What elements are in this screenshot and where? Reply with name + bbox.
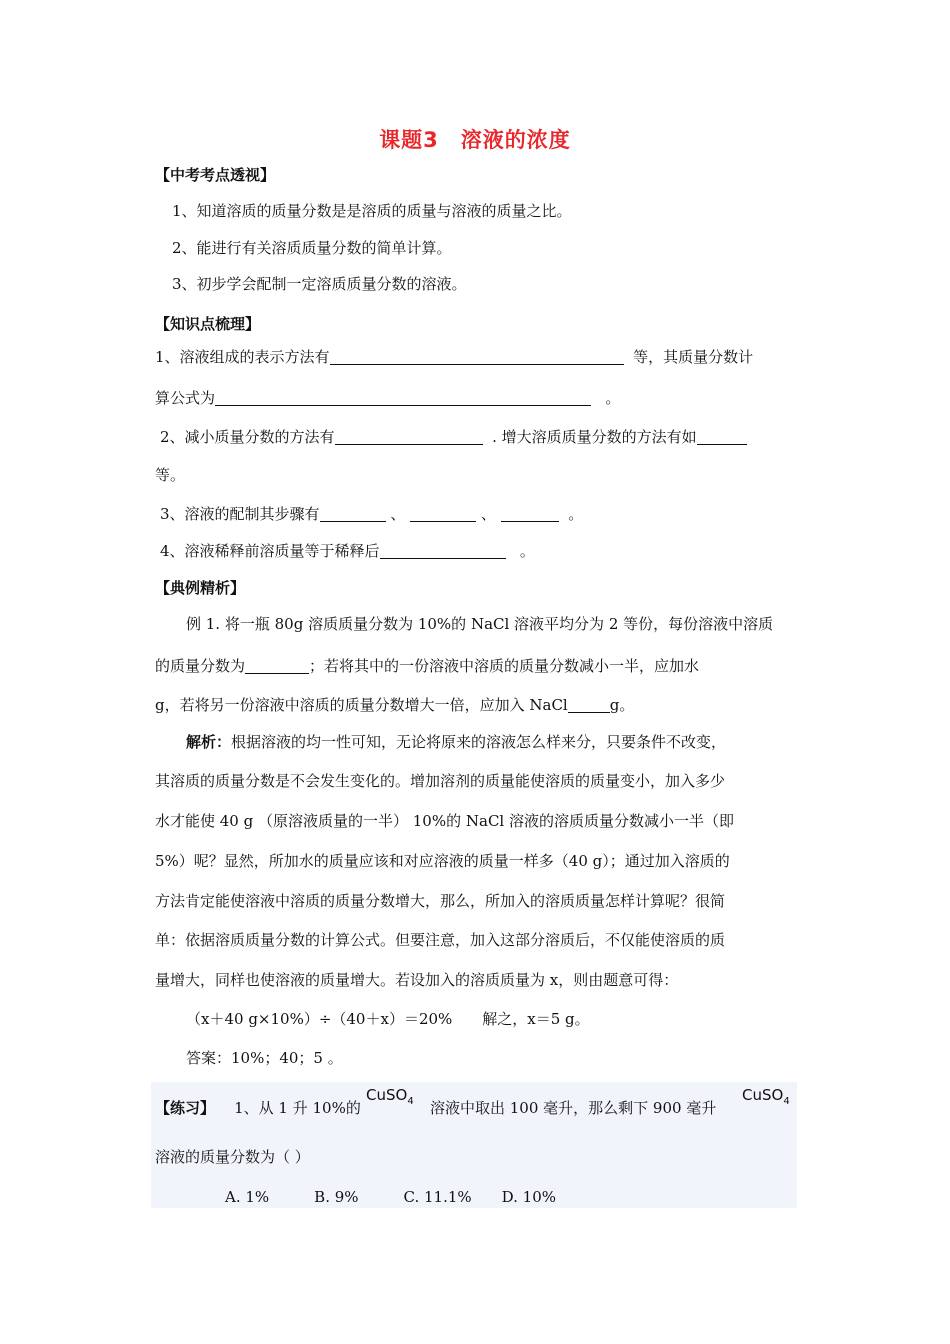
answer-blank[interactable] [697,428,747,445]
example-1-text-c: g，若将另一份溶液中溶质的质量分数增大一倍，应加入 NaCl [155,696,568,714]
practice-text-b: 溶液中取出 100 毫升，那么剩下 900 毫升 [430,1099,717,1117]
knowledge-q1-line2 [155,387,620,408]
knowledge-q1-text-d: 。 [605,389,621,407]
practice-line1 [155,1097,361,1118]
page-title: 课题3 溶液的浓度 [379,128,571,152]
analysis-text: 根据溶液的均一性可知，无论将原来的溶液怎么样来分，只要条件不改变， [231,733,727,751]
exam-point-1: 1、知道溶质的质量分数是是溶质的质量与溶液的质量之比。 [172,202,572,220]
knowledge-q2-text-b: . 增大溶质质量分数的方法有如 [492,428,697,446]
knowledge-q4-text: 4、溶液稀释前溶质量等于稀释后 [160,542,380,560]
answer-blank[interactable] [501,505,559,522]
analysis-label: 解析： [186,733,232,751]
knowledge-q1-text-b: 等，其质量分数计 [633,348,754,366]
answer-blank[interactable] [568,696,610,713]
answer-blank[interactable] [215,389,591,406]
analysis-line2: 其溶质的质量分数是不会发生变化的。增加溶剂的质量能使溶质的质量变小，加入多少 [155,772,726,790]
section-heading-knowledge: 【知识点梳理】 [155,315,261,333]
knowledge-q3 [160,503,583,524]
answer: 答案：10%；40；5 。 [186,1049,343,1067]
analysis-line5: 方法肯定能使溶液中溶质的质量分数增大，那么，所加入的溶质质量怎样计算呢？很简 [155,892,726,910]
example-1-text: 的质量分数为 [155,657,246,675]
example-1-text-d: g。 [609,696,635,714]
section-heading-exam-points: 【中考考点透视】 [155,166,276,184]
exam-point-2: 2、能进行有关溶质质量分数的简单计算。 [172,239,452,257]
knowledge-q2-line2: 等。 [155,466,186,484]
chem-formula-cuso4: CuSO$_4$ [366,1086,414,1107]
analysis-line6: 单：依据溶质质量分数的计算公式。但要注意，加入这部分溶质后，不仅能使溶质的质 [155,931,726,949]
answer-blank[interactable] [245,657,309,674]
knowledge-q3-text: 3、溶液的配制其步骤有 [160,505,320,523]
knowledge-q2-line1 [160,426,747,447]
example-1-line2 [155,655,699,676]
example-1-line3 [155,694,634,715]
section-heading-examples: 【典例精析】 [155,579,246,597]
practice-text: 1、从 1 升 10%的 [234,1099,361,1117]
answer-blank[interactable] [380,542,506,559]
analysis-line3: 水才能使 40 g （原溶液质量的一半） 10%的 NaCl 溶液的溶质质量分数减小一半（即 [155,812,734,830]
knowledge-q4 [160,540,535,561]
period: 。 [568,505,584,523]
practice-options: A. 1% B. 9% C. 11.1% D. 10% [225,1188,557,1206]
analysis-line4: 5%）呢？显然，所加水的质量应该和对应溶液的质量一样多（40 g）；通过加入溶质的 [155,852,730,870]
answer-blank[interactable] [320,505,386,522]
analysis-line1 [186,731,726,752]
period: 。 [519,542,535,560]
practice-heading: 【练习】 [155,1099,216,1117]
chem-formula-cuso4: CuSO$_4$ [742,1086,790,1107]
knowledge-q1-text-c: 算公式为 [155,389,216,407]
practice-line2: 溶液的质量分数为（ ） [155,1148,310,1166]
answer-blank[interactable] [410,505,476,522]
separator: 、 [390,505,406,523]
equation: （x＋40 g×10%）÷（40＋x）＝20% 解之，x＝5 g。 [186,1010,590,1028]
example-1-line1: 例 1. 将一瓶 80g 溶质质量分数为 10%的 NaCl 溶液平均分为 2 等份，每份溶液中溶质 [186,615,774,633]
example-1-text-b: ；若将其中的一份溶液中溶质的质量分数减小一半，应加水 [309,657,700,675]
knowledge-q1-text: 1、溶液组成的表示方法有 [155,348,330,366]
separator: 、 [480,505,496,523]
exam-point-3: 3、初步学会配制一定溶质质量分数的溶液。 [172,275,467,293]
answer-blank[interactable] [330,348,624,365]
analysis-line7: 量增大，同样也使溶液的质量增大。若设加入的溶质质量为 x，则由题意可得： [155,971,679,989]
knowledge-q1-line1 [155,346,753,367]
knowledge-q2-text: 2、减小质量分数的方法有 [160,428,335,446]
answer-blank[interactable] [335,428,483,445]
